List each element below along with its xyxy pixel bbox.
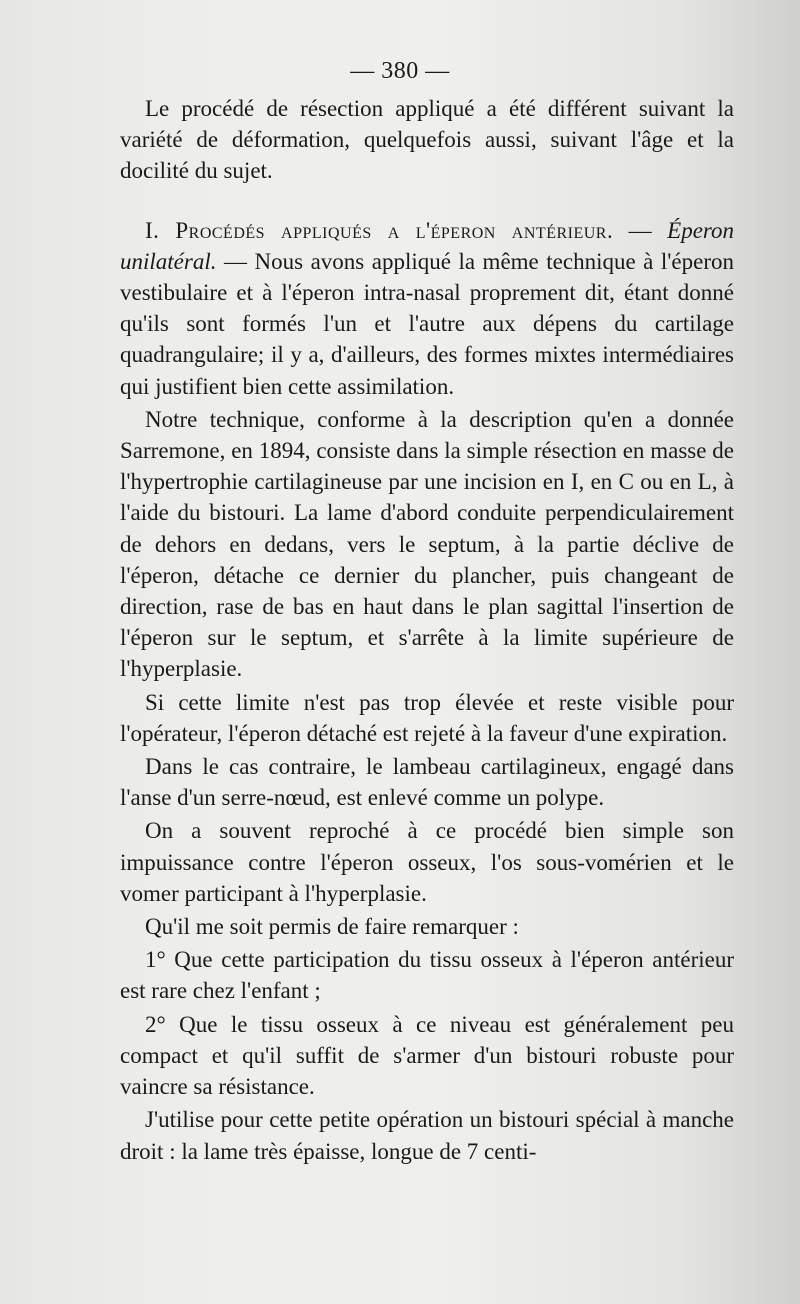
paragraph: Qu'il me soit permis de faire remarquer : (145, 914, 519, 940)
heading-dash: — (613, 217, 668, 243)
page-body-text (120, 93, 734, 1167)
paragraph-text: — Nous avons appliqué la même technique à l'éperon vestibulaire et à l'éperon intra-nasal proprement dit, étant donné qu'ils sont formés l'un et l'autre aux dépens du cartilage quadrangulaire; il y a, d'ailleurs, des formes mixtes intermédiaires qui justifient bien cette assimilation. (120, 248, 734, 399)
section-heading-paragraph (120, 215, 734, 402)
list-item-1: 1° Que cette participation du tissu osseux à l'éperon antérieur est rare chez l'enfant ; (120, 947, 734, 1004)
paragraph: Dans le cas contraire, le lambeau cartilagineux, engagé dans l'anse d'un serre-nœud, est enlevé comme un polype. (120, 754, 734, 811)
paragraph: Notre technique, conforme à la description qu'en a donnée Sarremone, en 1894, consiste dans la simple résection en masse de l'hypertrophie cartilagineuse par une incision en I, en C ou en L, à l'aide du bistouri. La lame d'abord conduite perpendiculairement de dehors en dedans, vers le septum, à la partie déclive de l'éperon, détache ce dernier du plancher, puis changeant de direction, rase de bas en haut dans le plan sagittal l'insertion de l'éperon sur le septum, et s'arrête à la limite supérieure de l'hyperplasie. (120, 406, 734, 682)
paragraph: On a souvent reproché à ce procédé bien simple son impuissance contre l'éperon osseux, l'os sous-vomérien et le vomer participant à l'hyperplasie. (120, 818, 734, 906)
paragraph: Si cette limite n'est pas trop élevée et reste visible pour l'opérateur, l'éperon détaché est rejeté à la faveur d'une expiration. (120, 689, 734, 746)
paragraph: J'utilise pour cette petite opération un bistouri spécial à manche droit : la lame très épaisse, longue de 7 centi- (120, 1107, 734, 1164)
page-number: — 380 — (350, 58, 450, 84)
section-subheading: Éperon unilatéral. (120, 217, 734, 274)
paragraph: Le procédé de résection appliqué a été différent suivant la variété de déformation, quelquefois aussi, suivant l'âge et la docilité du sujet. (120, 96, 734, 184)
list-item-2: 2° Que le tissu osseux à ce niveau est généralement peu compact et qu'il suffit de s'armer d'un bistouri robuste pour vaincre sa résistance. (120, 1011, 734, 1100)
section-heading: I. Procédés appliqués a l'éperon antérieur. (145, 217, 614, 243)
